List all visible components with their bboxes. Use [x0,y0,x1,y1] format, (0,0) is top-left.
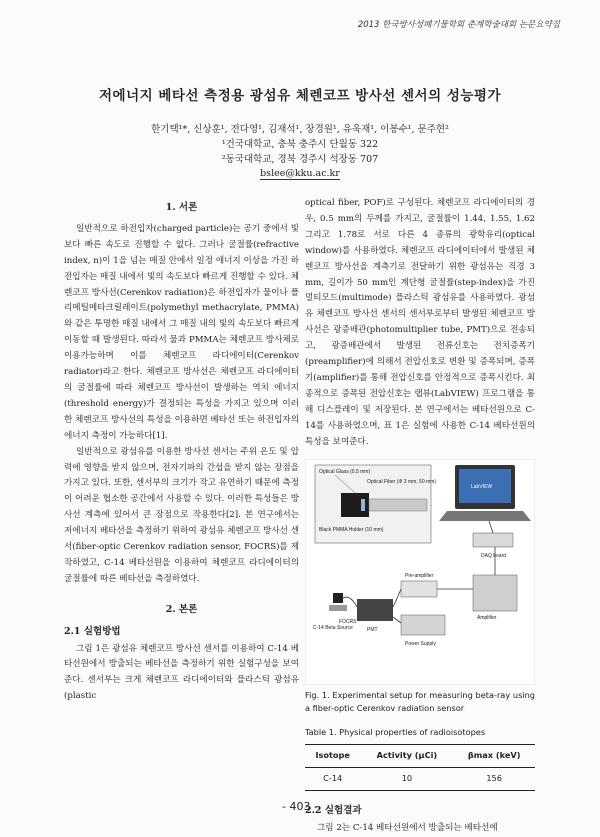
intro-paragraph-2: 일반적으로 광섬유를 이용한 방사선 센서는 주위 온도 및 압력에 영향을 받지 않으며, 전자기파의 간섭을 받지 않는 장점을 가지고 있다. 또한, 센서부의 크기가 작고 유연하기 때문에 측정이 어려운 협소한 공간에서 사용할 수 있다. 이러한 특성들은 방사선 계측에 있어서 큰 장점으로 작용한다[2]. 본 연구에서는 저에너지 베타선을 측정하기 위하여 광섬유 체렌코프 방사선 센서(fiber-optic Cerenkov radiation sensor, FOCRS)를 제작하였고, C-14 베타선원을 이용하여 체렌코프 라디에이터의 굴절률에 따른 베타선을 측정하였다. [64,446,299,584]
method-paragraph-1: 그림 1은 광섬유 체렌코프 방사선 센서를 이용하여 C-14 베타선원에서 방출되는 베타선을 측정하기 위한 실험구성을 보여준다. 센서부는 크게 체렌코프 라디에이터와 플라스틱 광섬유(plastic [64,643,299,702]
label-daq: DAQ board [481,552,507,559]
label-optical-glass: Optical Glass (0.5 mm) [319,468,371,475]
intro-paragraph-1: 일반적으로 하전입자(charged particle)는 공기 중에서 빛보다 빠른 속도로 진행할 수 없다. 그러나 굴절률(refractive index, n)이 1을 넘는 매질 안에서 일정 에너지 이상을 가진 하전입자는 매질 내에서 빛의 속도보다 빠르게 진행할 수 있다. 체렌코프 방사선(Cerenkov radiation)은 하전입자가 물이나 폴리메틸메타크릴레이트(polymethyl methacrylate, PMMA)와 같은 투명한 매질 내에서 그 매질 내의 빛의 속도보다 빠르게 이동할 때 발생된다. 따라서 물과 PMMA는 체렌코프 방사체로 이용가능하며 이를 체렌코프 라디에이터(Cerenkov radiator)라고 한다. 체렌코프 방사선은 체렌코프 라디에이터의 굴절률에 따라 체렌코프 방사선이 발생하는 역치 에너지(threshold energy)가 결정되는 특성을 가지고 있으며 이러한 체렌코프 방사선의 특성을 이용하면 베타선 또는 하전입자의 에너지 측정이 가능하다[1]. [64,223,299,441]
label-focrs: FOCRS [339,618,357,625]
table-header-cell: βmax (keV) [467,750,521,761]
page-number: - 403 - [282,800,318,813]
figure-1-caption: Fig. 1. Experimental setup for measuring beta-ray using a fiber-optic Cerenkov radiation sensor [305,689,535,713]
label-optical-fiber: Optical Fiber (Φ 3 mm, 50 mm) [367,478,436,485]
table-header-row [305,745,535,768]
section-body-title: 2. 본론 [165,603,198,615]
label-pmt: PMT [367,626,378,633]
table-cell: C-14 [323,773,343,784]
label-pmma-holder: Black PMMA Holder (10 mm) [319,526,384,533]
affiliation-1: ¹건국대학교, 충북 충주시 단월동 322 [221,139,379,150]
result-paragraph-1: 그림 2는 C-14 베타선원에서 방출되는 베타선에 [317,823,498,834]
experimental-setup-diagram [305,459,535,685]
figure-1 [305,459,535,685]
email-address [0,168,600,179]
table-cell: 156 [486,773,502,784]
preamplifier-icon [401,573,437,597]
sensor-inset [315,465,436,543]
table-1-title: Table 1. Physical properties of radioisotopes [305,726,486,737]
left-column [64,200,299,705]
label-source: C-14 Beta Source [313,624,353,631]
label-preamp: Pre-amplifier [405,572,434,579]
table-header-cell: Activity (μCi) [376,750,438,761]
right-column [305,196,535,837]
label-amp: Amplifier [477,614,497,621]
right-paragraph-1: optical fiber, POF)로 구성된다. 체렌코프 라디에이터의 경우, 0.5 mm의 두께를 가지고, 굴절률이 1.44, 1.55, 1.62 그리고 1.78로 서로 다른 4 종류의 광학유리(optical window)를 사용하였다. 체렌코프 라디에이터에서 발생된 체렌코프 방사선을 계측기로 전달하기 위한 광섬유는 직경 3 mm, 길이가 50 mm인 계단형 굴절률(step-index)을 가진 멀티모드(multimode) 플라스틱 광섬유를 사용하였다. 광섬유 체렌코프 방사선 센서의 센서부로부터 발생된 체렌코프 방사선은 광증배관(photomultiplier tube, PMT)으로 전송되고, 광증배관에서 발생된 전류신호는 전치증폭기(preamplifier)에 의해서 전압신호로 변환 및 증폭되며, 증폭기(amplifier)를 통해 전압신호를 안정적으로 증폭시킨다. 최종적으로 증폭된 전압신호는 랩뷰(LabVIEW) 프로그램을 통해 디스플레이 및 저장된다. 본 연구에서는 베타선원으로 C-14를 사용하였으며, 표 1은 실험에 사용한 C-14 베타선원의 특성을 보여준다. [305,198,535,447]
label-power: Power Supply [405,640,436,647]
author-list: 한기택¹*, 신상훈¹, 전다영¹, 김재석¹, 장경원¹, 유욱재¹, 이봉수¹, 문주현² [151,124,449,135]
affiliation-2: ²동국대학교, 경북 경주시 석장동 707 [221,154,379,165]
section-intro-title: 1. 서론 [165,202,198,213]
table-row [305,768,535,791]
label-laptop: LabVIEW [471,483,493,490]
table-header-cell: Isotope [315,750,350,761]
running-head: 2013 한국방사성폐기물학회 춘계학술대회 논문요약집 [357,20,560,30]
radioisotope-table [305,744,535,791]
method-subsection-title: 2.1 실험방법 [64,625,121,637]
email-link[interactable]: bslee@kku.ac.kr [260,168,340,179]
result-subsection-title: 2.2 실험결과 [305,805,362,817]
table-cell: 10 [401,773,413,784]
paper-title: 저에너지 베타선 측정용 광섬유 체렌코프 방사선 센서의 성능평가 [98,88,501,104]
